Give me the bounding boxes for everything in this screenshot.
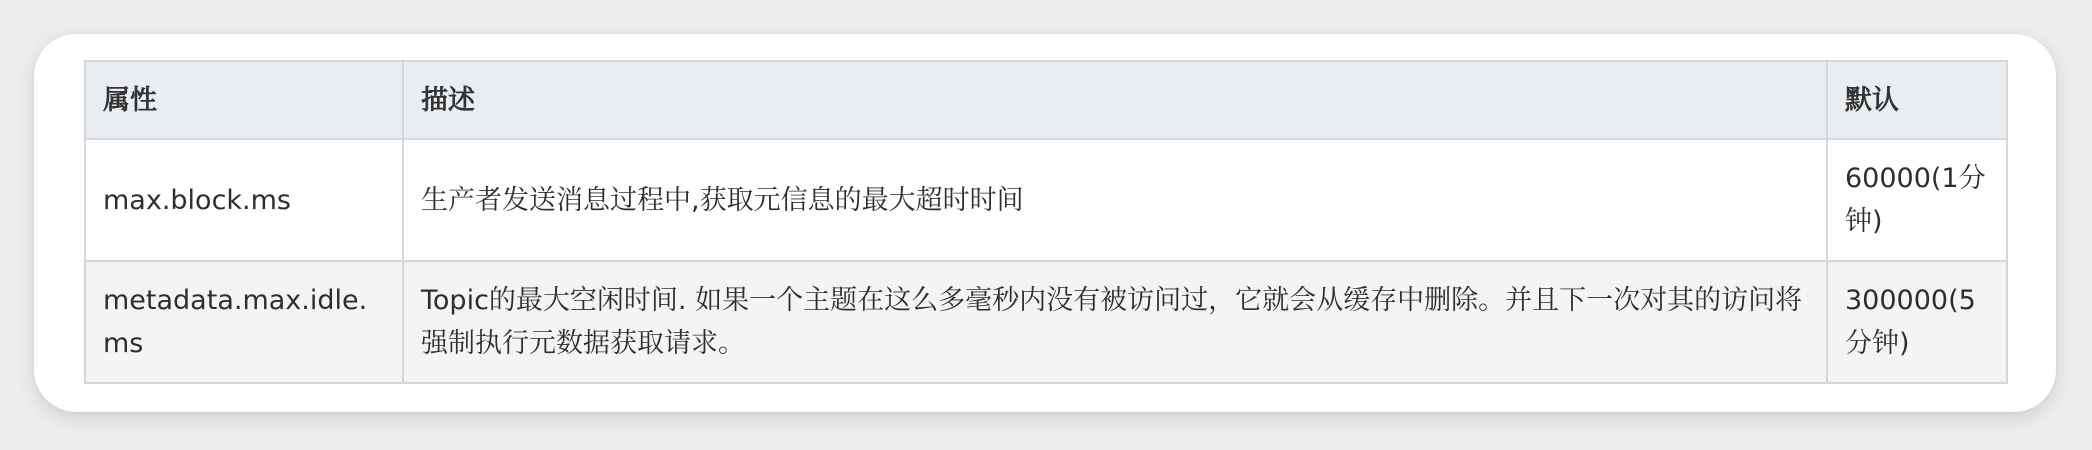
header-property: 属性 — [85, 61, 403, 139]
cell-description: Topic的最大空闲时间. 如果一个主题在这么多毫秒内没有被访问过，它就会从缓存中删除。并且下一次对其的访问将强制执行元数据获取请求。 — [403, 261, 1827, 383]
header-description: 描述 — [403, 61, 1827, 139]
table-header-row — [85, 61, 2007, 139]
header-default: 默认 — [1827, 61, 2007, 139]
table-row — [85, 139, 2007, 261]
config-table — [84, 60, 2008, 384]
cell-property: metadata.max.idle.ms — [85, 261, 403, 383]
cell-default: 60000(1分钟) — [1827, 139, 2007, 261]
table-row — [85, 261, 2007, 383]
cell-description: 生产者发送消息过程中,获取元信息的最大超时时间 — [403, 139, 1827, 261]
table-card — [34, 34, 2056, 412]
cell-property: max.block.ms — [85, 139, 403, 261]
cell-default: 300000(5分钟) — [1827, 261, 2007, 383]
